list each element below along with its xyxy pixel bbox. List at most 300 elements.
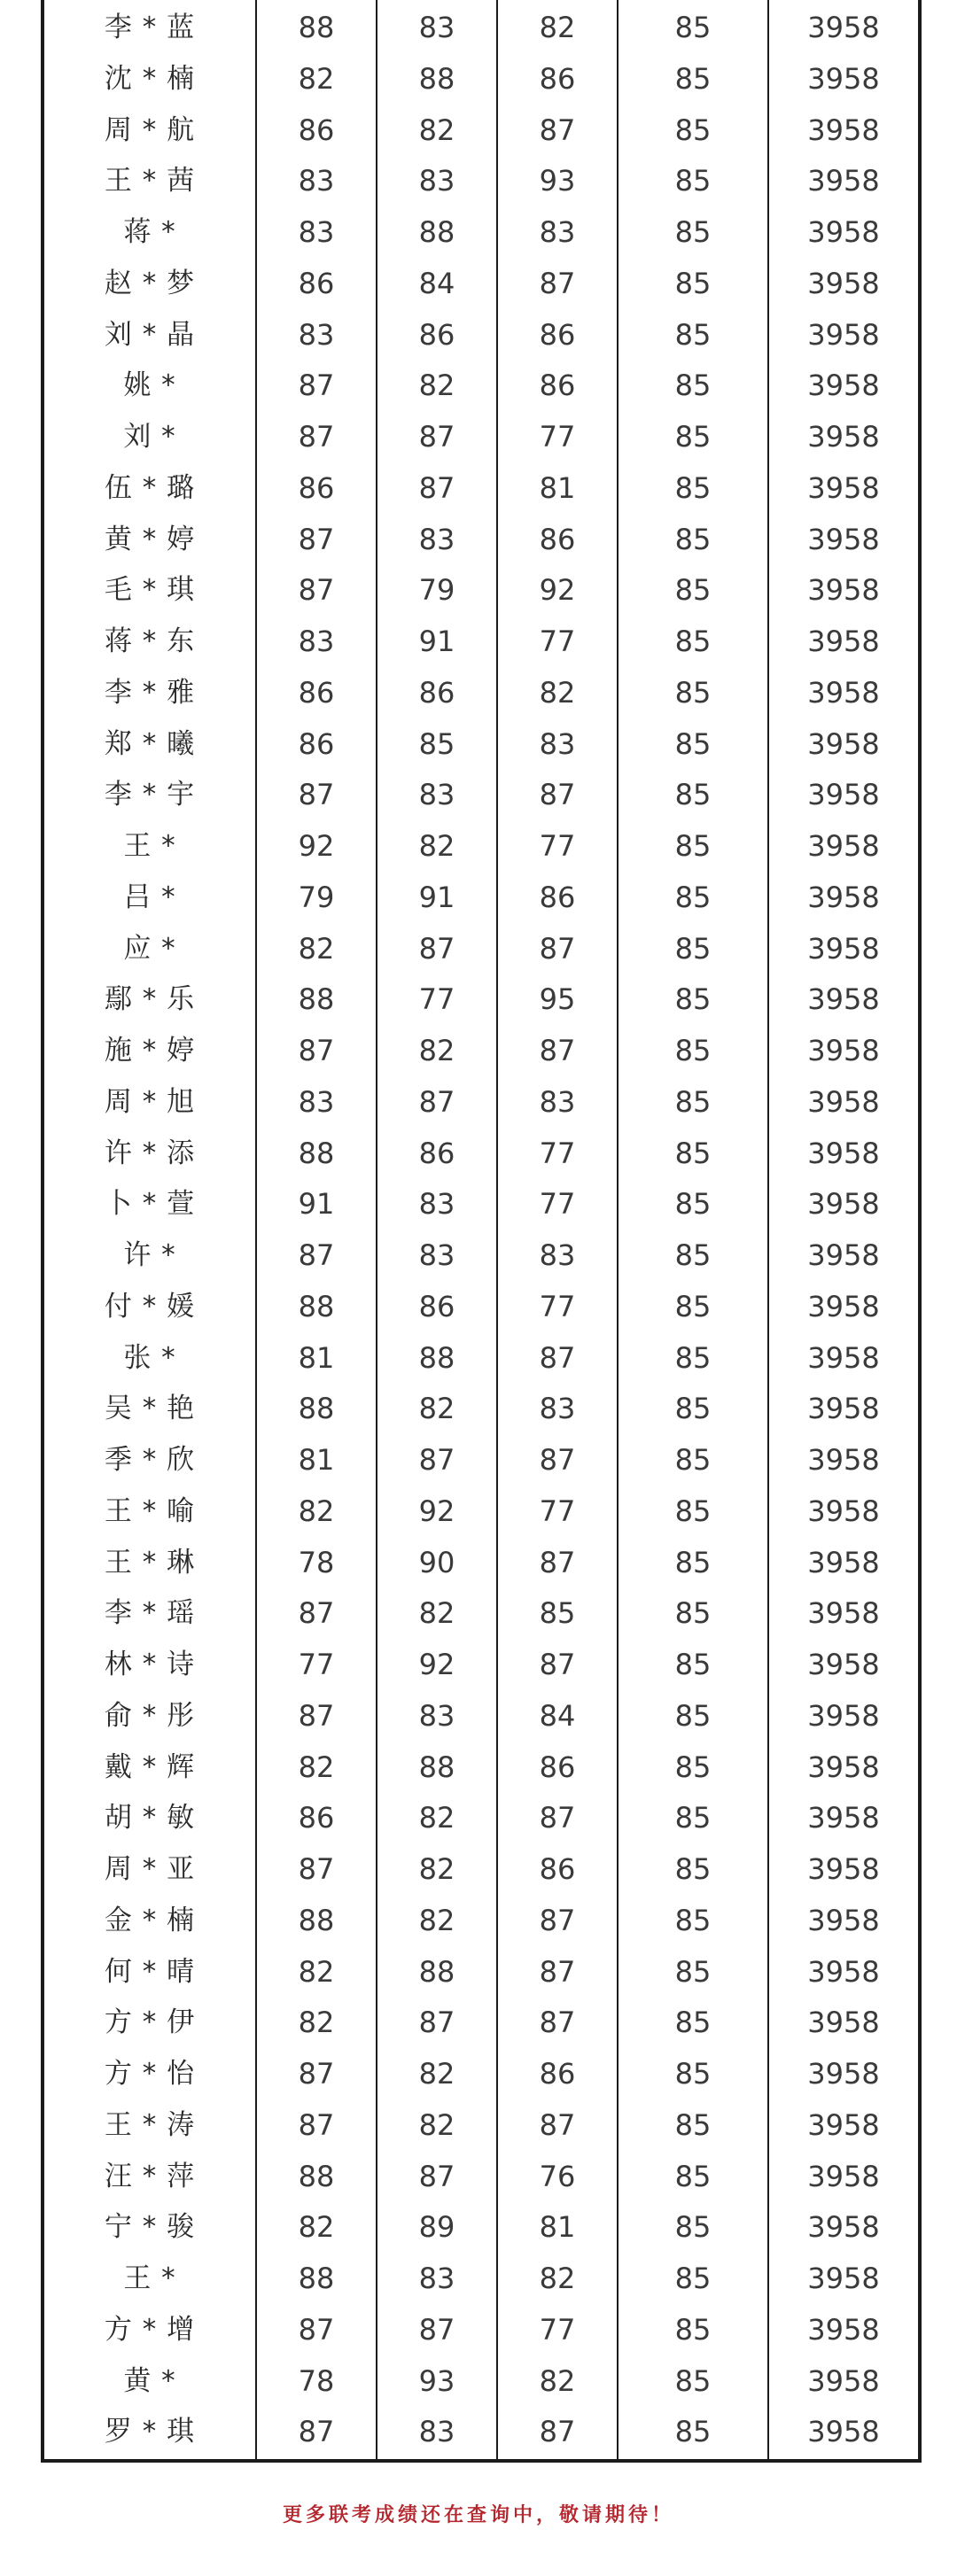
score-cell: 87 [539, 2108, 576, 2142]
score-cell: 83 [539, 1085, 576, 1119]
rank-cell: 3958 [807, 829, 880, 863]
score-cell: 85 [674, 11, 712, 44]
table-row [44, 617, 918, 667]
table-row [44, 1230, 918, 1281]
score-cell: 91 [418, 881, 455, 914]
score-cell: 82 [418, 369, 455, 402]
score-cell: 87 [418, 420, 455, 454]
score-cell: 86 [418, 676, 455, 710]
table-row [44, 1026, 918, 1076]
rank-cell: 3958 [807, 778, 880, 811]
score-cell: 85 [674, 982, 712, 1016]
rank-cell: 3958 [807, 982, 880, 1016]
score-cell: 86 [298, 1801, 335, 1835]
score-cell: 83 [298, 164, 335, 198]
student-name: 周 * 旭 [104, 1086, 196, 1118]
score-cell: 82 [298, 932, 335, 966]
rank-cell: 3958 [807, 1034, 880, 1067]
score-cell: 85 [674, 1596, 712, 1630]
student-name: 俞 * 彤 [104, 1700, 196, 1732]
table-row [44, 1486, 918, 1537]
score-cell: 85 [674, 318, 712, 352]
score-cell: 87 [298, 1852, 335, 1886]
score-cell: 85 [674, 2160, 712, 2193]
rank-cell: 3958 [807, 11, 880, 44]
score-cell: 83 [298, 215, 335, 249]
rank-cell: 3958 [807, 1392, 880, 1425]
score-cell: 82 [418, 1852, 455, 1886]
score-cell: 82 [418, 1801, 455, 1835]
rank-cell: 3958 [807, 2210, 880, 2244]
score-cell: 87 [539, 2006, 576, 2039]
score-cell: 85 [674, 2006, 712, 2039]
score-cell: 86 [539, 1750, 576, 1784]
score-cell: 91 [418, 625, 455, 658]
rank-cell: 3958 [807, 1801, 880, 1835]
score-cell: 79 [298, 881, 335, 914]
score-cell: 83 [418, 11, 455, 44]
student-name: 周 * 航 [104, 114, 196, 146]
score-cell: 85 [674, 2313, 712, 2347]
score-cell: 77 [539, 1290, 576, 1323]
table-row [44, 1844, 918, 1895]
student-name: 金 * 楠 [104, 1905, 196, 1936]
rank-cell: 3958 [807, 625, 880, 658]
score-cell: 82 [418, 2057, 455, 2091]
score-cell: 92 [298, 829, 335, 863]
score-cell: 77 [539, 2313, 576, 2347]
table-row [44, 310, 918, 361]
score-cell: 85 [674, 2364, 712, 2398]
table-row [44, 1129, 918, 1179]
table-row [44, 2305, 918, 2355]
score-cell: 87 [539, 1955, 576, 1989]
score-cell: 87 [298, 1034, 335, 1067]
score-cell: 86 [539, 62, 576, 96]
score-cell: 83 [539, 1238, 576, 1272]
student-name: 王 * [123, 830, 176, 862]
score-cell: 83 [418, 2415, 455, 2448]
score-cell: 82 [418, 829, 455, 863]
score-cell: 85 [674, 1137, 712, 1170]
score-cell: 86 [418, 1290, 455, 1323]
score-cell: 87 [298, 2313, 335, 2347]
score-cell: 85 [674, 113, 712, 147]
score-cell: 87 [298, 573, 335, 607]
table-row [44, 361, 918, 411]
score-cell: 77 [539, 625, 576, 658]
student-name: 周 * 亚 [104, 1853, 196, 1885]
score-cell: 82 [298, 62, 335, 96]
score-cell: 85 [674, 420, 712, 454]
rank-cell: 3958 [807, 113, 880, 147]
student-name: 王 * 喻 [104, 1495, 196, 1527]
score-cell: 88 [298, 1904, 335, 1937]
student-name: 吴 * 艳 [104, 1393, 196, 1424]
student-name: 王 * 涛 [104, 2109, 196, 2141]
score-cell: 86 [418, 318, 455, 352]
table-row [44, 974, 918, 1025]
score-cell: 87 [418, 2006, 455, 2039]
student-name: 胡 * 敏 [104, 1802, 196, 1834]
score-cell: 87 [298, 2057, 335, 2091]
score-cell: 76 [539, 2160, 576, 2193]
table-row [44, 2049, 918, 2099]
score-cell: 85 [674, 1546, 712, 1579]
rank-cell: 3958 [807, 1238, 880, 1272]
score-cell: 87 [539, 1546, 576, 1579]
score-cell: 88 [298, 1137, 335, 1170]
score-table [41, 0, 922, 2463]
score-cell: 82 [298, 2210, 335, 2244]
score-cell: 84 [539, 1699, 576, 1733]
table-row [44, 1588, 918, 1639]
student-name: 汪 * 萍 [104, 2161, 196, 2192]
table-row [44, 1896, 918, 1946]
score-cell: 83 [539, 727, 576, 761]
student-name: 李 * 蓝 [104, 12, 196, 43]
table-row [44, 515, 918, 565]
score-cell: 77 [539, 1137, 576, 1170]
score-cell: 85 [674, 1238, 712, 1272]
score-cell: 78 [298, 2364, 335, 2398]
score-cell: 79 [418, 573, 455, 607]
rank-cell: 3958 [807, 1852, 880, 1886]
score-cell: 85 [674, 215, 712, 249]
score-cell: 85 [674, 2108, 712, 2142]
score-cell: 85 [674, 369, 712, 402]
score-cell: 85 [674, 1699, 712, 1733]
score-cell: 85 [418, 727, 455, 761]
student-name: 方 * 增 [104, 2314, 196, 2346]
score-cell: 81 [298, 1443, 335, 1477]
table-row [44, 1538, 918, 1588]
student-name: 何 * 晴 [104, 1956, 196, 1988]
score-cell: 78 [298, 1546, 335, 1579]
score-cell: 91 [298, 1187, 335, 1221]
score-cell: 87 [298, 1596, 335, 1630]
rank-cell: 3958 [807, 523, 880, 556]
score-cell: 85 [674, 1085, 712, 1119]
rank-cell: 3958 [807, 1955, 880, 1989]
student-name: 王 * 琳 [104, 1547, 196, 1579]
rank-cell: 3958 [807, 2006, 880, 2039]
score-cell: 85 [674, 727, 712, 761]
table-row [44, 105, 918, 156]
score-cell: 83 [298, 318, 335, 352]
rank-cell: 3958 [807, 1341, 880, 1375]
table-row [44, 54, 918, 105]
student-name: 王 * [123, 2262, 176, 2294]
score-cell: 88 [298, 1392, 335, 1425]
table-row [44, 668, 918, 718]
table-row [44, 156, 918, 206]
rank-cell: 3958 [807, 420, 880, 454]
rank-cell: 3958 [807, 881, 880, 914]
score-cell: 86 [539, 1852, 576, 1886]
score-cell: 87 [539, 778, 576, 811]
table-row [44, 1947, 918, 1998]
score-cell: 95 [539, 982, 576, 1016]
table-row [44, 2407, 918, 2457]
score-cell: 85 [674, 932, 712, 966]
score-cell: 85 [674, 471, 712, 505]
table-row [44, 259, 918, 309]
score-cell: 87 [418, 1443, 455, 1477]
student-name: 黄 * [123, 2365, 176, 2397]
rank-cell: 3958 [807, 215, 880, 249]
table-row [44, 1179, 918, 1230]
score-cell: 87 [298, 2415, 335, 2448]
score-cell: 81 [539, 471, 576, 505]
score-cell: 83 [539, 215, 576, 249]
rank-cell: 3958 [807, 369, 880, 402]
student-name: 戴 * 辉 [104, 1751, 196, 1783]
score-cell: 85 [674, 2210, 712, 2244]
score-cell: 86 [539, 318, 576, 352]
table-row [44, 2100, 918, 2151]
score-cell: 88 [298, 2262, 335, 2295]
score-cell: 77 [539, 829, 576, 863]
score-cell: 88 [298, 2160, 335, 2193]
score-cell: 85 [539, 1596, 576, 1630]
score-cell: 82 [418, 113, 455, 147]
score-cell: 86 [298, 267, 335, 300]
student-name: 应 * [123, 933, 176, 965]
student-name: 赵 * 梦 [104, 268, 196, 299]
table-row [44, 412, 918, 462]
table-row [44, 207, 918, 258]
score-cell: 82 [298, 2006, 335, 2039]
score-cell: 82 [418, 1596, 455, 1630]
rank-cell: 3958 [807, 2313, 880, 2347]
student-name: 王 * 茜 [104, 165, 196, 197]
score-cell: 85 [674, 1801, 712, 1835]
score-cell: 85 [674, 1904, 712, 1937]
student-name: 鄢 * 乐 [104, 983, 196, 1015]
score-cell: 85 [674, 2262, 712, 2295]
table-row [44, 2254, 918, 2304]
student-name: 罗 * 琪 [104, 2416, 196, 2448]
rank-cell: 3958 [807, 1443, 880, 1477]
score-cell: 82 [539, 11, 576, 44]
score-cell: 82 [298, 1494, 335, 1528]
score-cell: 86 [539, 369, 576, 402]
score-cell: 86 [298, 727, 335, 761]
table-row [44, 924, 918, 974]
table-row [44, 1793, 918, 1843]
table-row [44, 1384, 918, 1434]
score-cell: 87 [298, 778, 335, 811]
rank-cell: 3958 [807, 2160, 880, 2193]
score-cell: 82 [298, 1750, 335, 1784]
score-cell: 85 [674, 573, 712, 607]
score-cell: 82 [539, 676, 576, 710]
student-name: 卜 * 萱 [104, 1188, 196, 1220]
rank-cell: 3958 [807, 1187, 880, 1221]
student-name: 李 * 宇 [104, 779, 196, 811]
score-cell: 83 [418, 2262, 455, 2295]
table-row [44, 1333, 918, 1384]
score-cell: 86 [298, 113, 335, 147]
score-cell: 85 [674, 625, 712, 658]
score-cell: 85 [674, 1443, 712, 1477]
score-cell: 82 [418, 2108, 455, 2142]
score-cell: 87 [539, 1904, 576, 1937]
score-cell: 85 [674, 1648, 712, 1681]
rank-cell: 3958 [807, 471, 880, 505]
score-cell: 87 [418, 2313, 455, 2347]
table-row [44, 1998, 918, 2048]
rank-cell: 3958 [807, 1085, 880, 1119]
table-row [44, 565, 918, 616]
score-cell: 82 [539, 2262, 576, 2295]
score-cell: 87 [298, 369, 335, 402]
score-cell: 90 [418, 1546, 455, 1579]
score-cell: 87 [298, 1238, 335, 1272]
student-name: 方 * 怡 [104, 2058, 196, 2090]
score-cell: 85 [674, 1494, 712, 1528]
score-cell: 83 [418, 1699, 455, 1733]
score-cell: 87 [539, 1443, 576, 1477]
score-cell: 88 [418, 215, 455, 249]
score-cell: 87 [539, 1801, 576, 1835]
student-name: 张 * [123, 1342, 176, 1374]
score-cell: 88 [418, 1955, 455, 1989]
student-name: 毛 * 琪 [104, 574, 196, 606]
rank-cell: 3958 [807, 1137, 880, 1170]
rank-cell: 3958 [807, 1290, 880, 1323]
rank-cell: 3958 [807, 1904, 880, 1937]
rank-cell: 3958 [807, 62, 880, 96]
student-name: 伍 * 璐 [104, 472, 196, 504]
table-row [44, 873, 918, 923]
student-name: 许 * [123, 1239, 176, 1271]
rank-cell: 3958 [807, 2108, 880, 2142]
score-cell: 85 [674, 676, 712, 710]
score-cell: 85 [674, 1955, 712, 1989]
rank-cell: 3958 [807, 676, 880, 710]
score-cell: 85 [674, 267, 712, 300]
score-cell: 77 [539, 1187, 576, 1221]
table-row [44, 770, 918, 820]
student-name: 吕 * [123, 881, 176, 913]
table-row [44, 821, 918, 872]
score-cell: 87 [298, 1699, 335, 1733]
rank-cell: 3958 [807, 2415, 880, 2448]
score-cell: 87 [418, 1085, 455, 1119]
rank-cell: 3958 [807, 318, 880, 352]
student-name: 季 * 欣 [104, 1444, 196, 1476]
score-cell: 85 [674, 62, 712, 96]
student-name: 宁 * 骏 [104, 2211, 196, 2243]
table-row [44, 463, 918, 514]
student-name: 蒋 * 东 [104, 625, 196, 657]
table-row [44, 1282, 918, 1332]
table-row [44, 2202, 918, 2253]
score-cell: 87 [539, 2415, 576, 2448]
score-cell: 81 [298, 1341, 335, 1375]
table-row [44, 1077, 918, 1128]
rank-cell: 3958 [807, 2364, 880, 2398]
rank-cell: 3958 [807, 573, 880, 607]
score-cell: 85 [674, 1852, 712, 1886]
score-cell: 87 [298, 2108, 335, 2142]
score-cell: 88 [298, 982, 335, 1016]
score-cell: 77 [539, 1494, 576, 1528]
score-cell: 85 [674, 1290, 712, 1323]
score-cell: 83 [539, 1392, 576, 1425]
score-cell: 93 [418, 2364, 455, 2398]
score-cell: 83 [418, 1238, 455, 1272]
score-cell: 85 [674, 881, 712, 914]
score-cell: 86 [539, 523, 576, 556]
rank-cell: 3958 [807, 2057, 880, 2091]
score-cell: 87 [418, 471, 455, 505]
student-name: 施 * 婷 [104, 1035, 196, 1067]
score-cell: 82 [418, 1034, 455, 1067]
rank-cell: 3958 [807, 2262, 880, 2295]
student-name: 沈 * 楠 [104, 63, 196, 95]
student-name: 李 * 瑶 [104, 1597, 196, 1629]
table-row [44, 1742, 918, 1793]
score-cell: 86 [298, 471, 335, 505]
student-name: 方 * 伊 [104, 2006, 196, 2038]
rank-cell: 3958 [807, 932, 880, 966]
score-cell: 82 [539, 2364, 576, 2398]
student-name: 姚 * [123, 369, 176, 401]
student-name: 郑 * 曦 [104, 728, 196, 760]
score-cell: 87 [298, 420, 335, 454]
score-cell: 87 [418, 932, 455, 966]
student-name: 刘 * 晶 [104, 319, 196, 351]
table-row [44, 3, 918, 53]
student-name: 林 * 诗 [104, 1649, 196, 1680]
score-cell: 87 [539, 267, 576, 300]
student-name: 黄 * 婷 [104, 524, 196, 555]
score-cell: 85 [674, 1392, 712, 1425]
score-cell: 83 [418, 523, 455, 556]
table-row [44, 2356, 918, 2407]
score-cell: 77 [298, 1648, 335, 1681]
score-cell: 87 [539, 1341, 576, 1375]
score-cell: 82 [418, 1904, 455, 1937]
score-cell: 93 [539, 164, 576, 198]
score-cell: 88 [418, 1341, 455, 1375]
rank-cell: 3958 [807, 1494, 880, 1528]
student-name: 李 * 雅 [104, 677, 196, 709]
score-cell: 85 [674, 1034, 712, 1067]
score-cell: 83 [418, 164, 455, 198]
score-cell: 85 [674, 2415, 712, 2448]
rank-cell: 3958 [807, 267, 880, 300]
score-cell: 87 [539, 1648, 576, 1681]
table-row [44, 1435, 918, 1486]
rank-cell: 3958 [807, 164, 880, 198]
table-row [44, 1640, 918, 1690]
score-cell: 92 [418, 1494, 455, 1528]
score-cell: 86 [539, 2057, 576, 2091]
score-cell: 86 [418, 1137, 455, 1170]
rank-cell: 3958 [807, 1699, 880, 1733]
score-cell: 85 [674, 1750, 712, 1784]
score-cell: 85 [674, 523, 712, 556]
score-cell: 84 [418, 267, 455, 300]
score-cell: 77 [418, 982, 455, 1016]
rank-cell: 3958 [807, 1750, 880, 1784]
score-cell: 88 [418, 1750, 455, 1784]
score-cell: 92 [539, 573, 576, 607]
